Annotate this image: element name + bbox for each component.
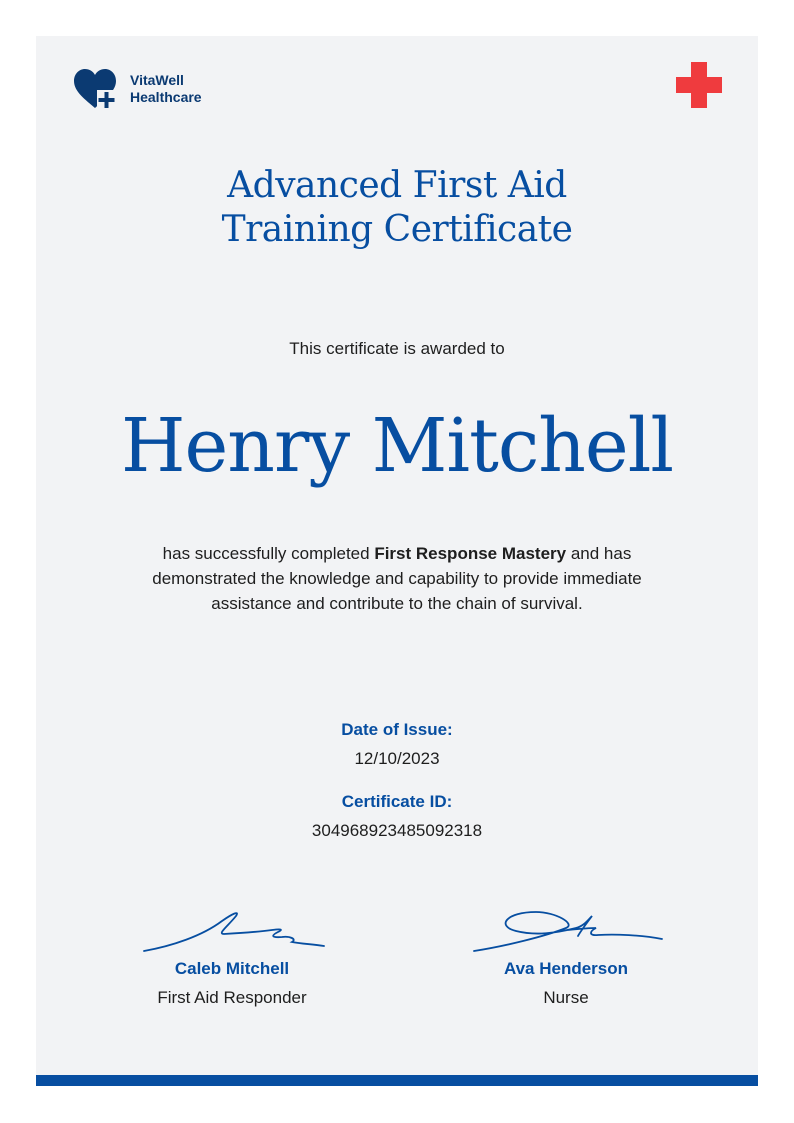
signatory-name: Ava Henderson (503, 959, 629, 978)
signatory-1 (102, 906, 362, 1009)
completion-description (136, 541, 658, 616)
date-of-issue (36, 719, 758, 770)
red-cross-icon (676, 62, 722, 108)
signatory-2 (436, 906, 696, 1009)
awarded-text: This certificate is awarded to (289, 339, 505, 358)
signatory-role: Nurse (543, 988, 589, 1007)
title-line1: Advanced First Aid (227, 165, 567, 206)
brand-name-line1: VitaWell (130, 72, 184, 88)
signatory-name: Caleb Mitchell (174, 959, 290, 978)
signatory-role: First Aid Responder (157, 988, 307, 1007)
description-suffix: and has demonstrated the knowledge and capability to provide immediate assistance and contribute to the chain of survival. (152, 544, 642, 613)
brand-name-line2: Healthcare (130, 89, 202, 105)
certificate-id (36, 791, 758, 842)
course-name: First Response Mastery (374, 544, 567, 563)
date-label: Date of Issue: (341, 720, 453, 739)
recipient-name: Henry Mitchell (120, 403, 674, 489)
certificate-card (36, 36, 758, 1086)
id-value: 304968923485092318 (311, 821, 483, 840)
heart-plus-icon (72, 68, 118, 110)
certificate-title (36, 164, 758, 252)
brand-logo (72, 68, 202, 110)
title-line2: Training Certificate (221, 209, 573, 250)
brand-name (130, 72, 202, 106)
date-value: 12/10/2023 (354, 749, 440, 768)
description-prefix: has successfully completed (162, 544, 375, 563)
id-label: Certificate ID: (341, 792, 453, 811)
signature-icon (466, 906, 666, 956)
signature-icon (132, 906, 332, 956)
bottom-accent-bar (36, 1075, 758, 1086)
